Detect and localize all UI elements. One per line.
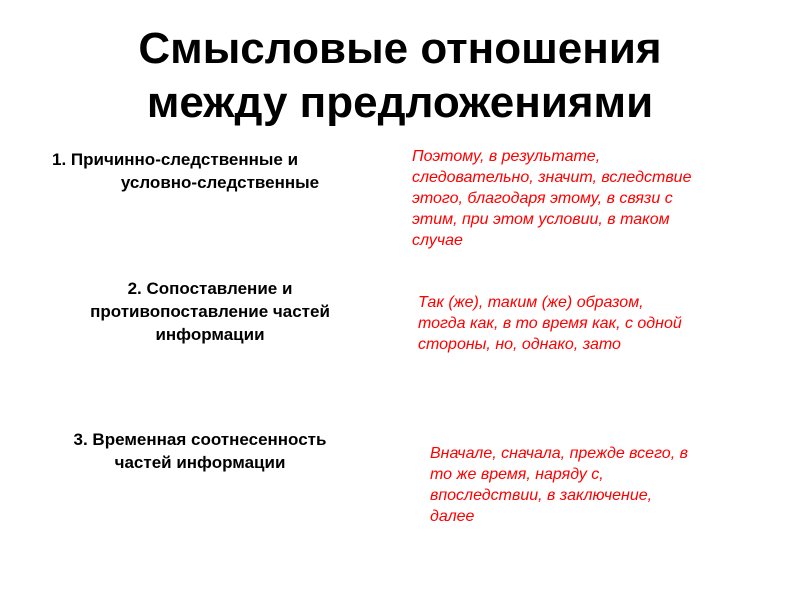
category-1-line-1: 1. Причинно-следственные и	[52, 150, 299, 169]
category-2	[40, 277, 380, 346]
category-3	[20, 428, 380, 474]
connectives-1-line-5: случае	[412, 232, 463, 249]
category-3-line-2: частей информации	[114, 453, 286, 472]
category-3-line-1: 3. Временная соотнесенность	[73, 430, 327, 449]
connectives-1-line-1: Поэтому, в результате,	[412, 148, 601, 165]
connectives-3-line-3: впоследствии, в заключение,	[430, 487, 653, 504]
category-1-line-2: условно-следственные	[120, 173, 320, 192]
connectives-3-line-4: далее	[430, 508, 475, 525]
category-2-line-1: 2. Сопоставление и	[127, 279, 293, 298]
category-2-line-3: информации	[155, 325, 265, 344]
connectives-1-line-3: этого, благодаря этому, в связи с	[412, 190, 673, 207]
connectives-2	[418, 292, 758, 355]
connectives-1-line-2: следовательно, значит, вследствие	[412, 169, 692, 186]
title-line-1: Смысловые отношения	[138, 24, 662, 73]
connectives-2-line-2: тогда как, в то время как, с одной	[418, 315, 682, 332]
connectives-3-line-1: Вначале, сначала, прежде всего, в	[430, 445, 688, 462]
connectives-1-line-4: этим, при этом условии, в таком	[412, 211, 670, 228]
connectives-1	[412, 146, 772, 251]
connectives-2-line-1: Так (же), таким (же) образом,	[418, 294, 644, 311]
connectives-2-line-3: стороны, но, однако, зато	[418, 336, 621, 353]
connectives-3-line-2: то же время, наряду с,	[430, 466, 604, 483]
category-1	[50, 148, 390, 194]
slide-title	[0, 22, 800, 130]
title-line-2: между предложениями	[146, 78, 654, 127]
category-2-line-2: противопоставление частей	[90, 302, 330, 321]
connectives-3	[430, 443, 770, 527]
